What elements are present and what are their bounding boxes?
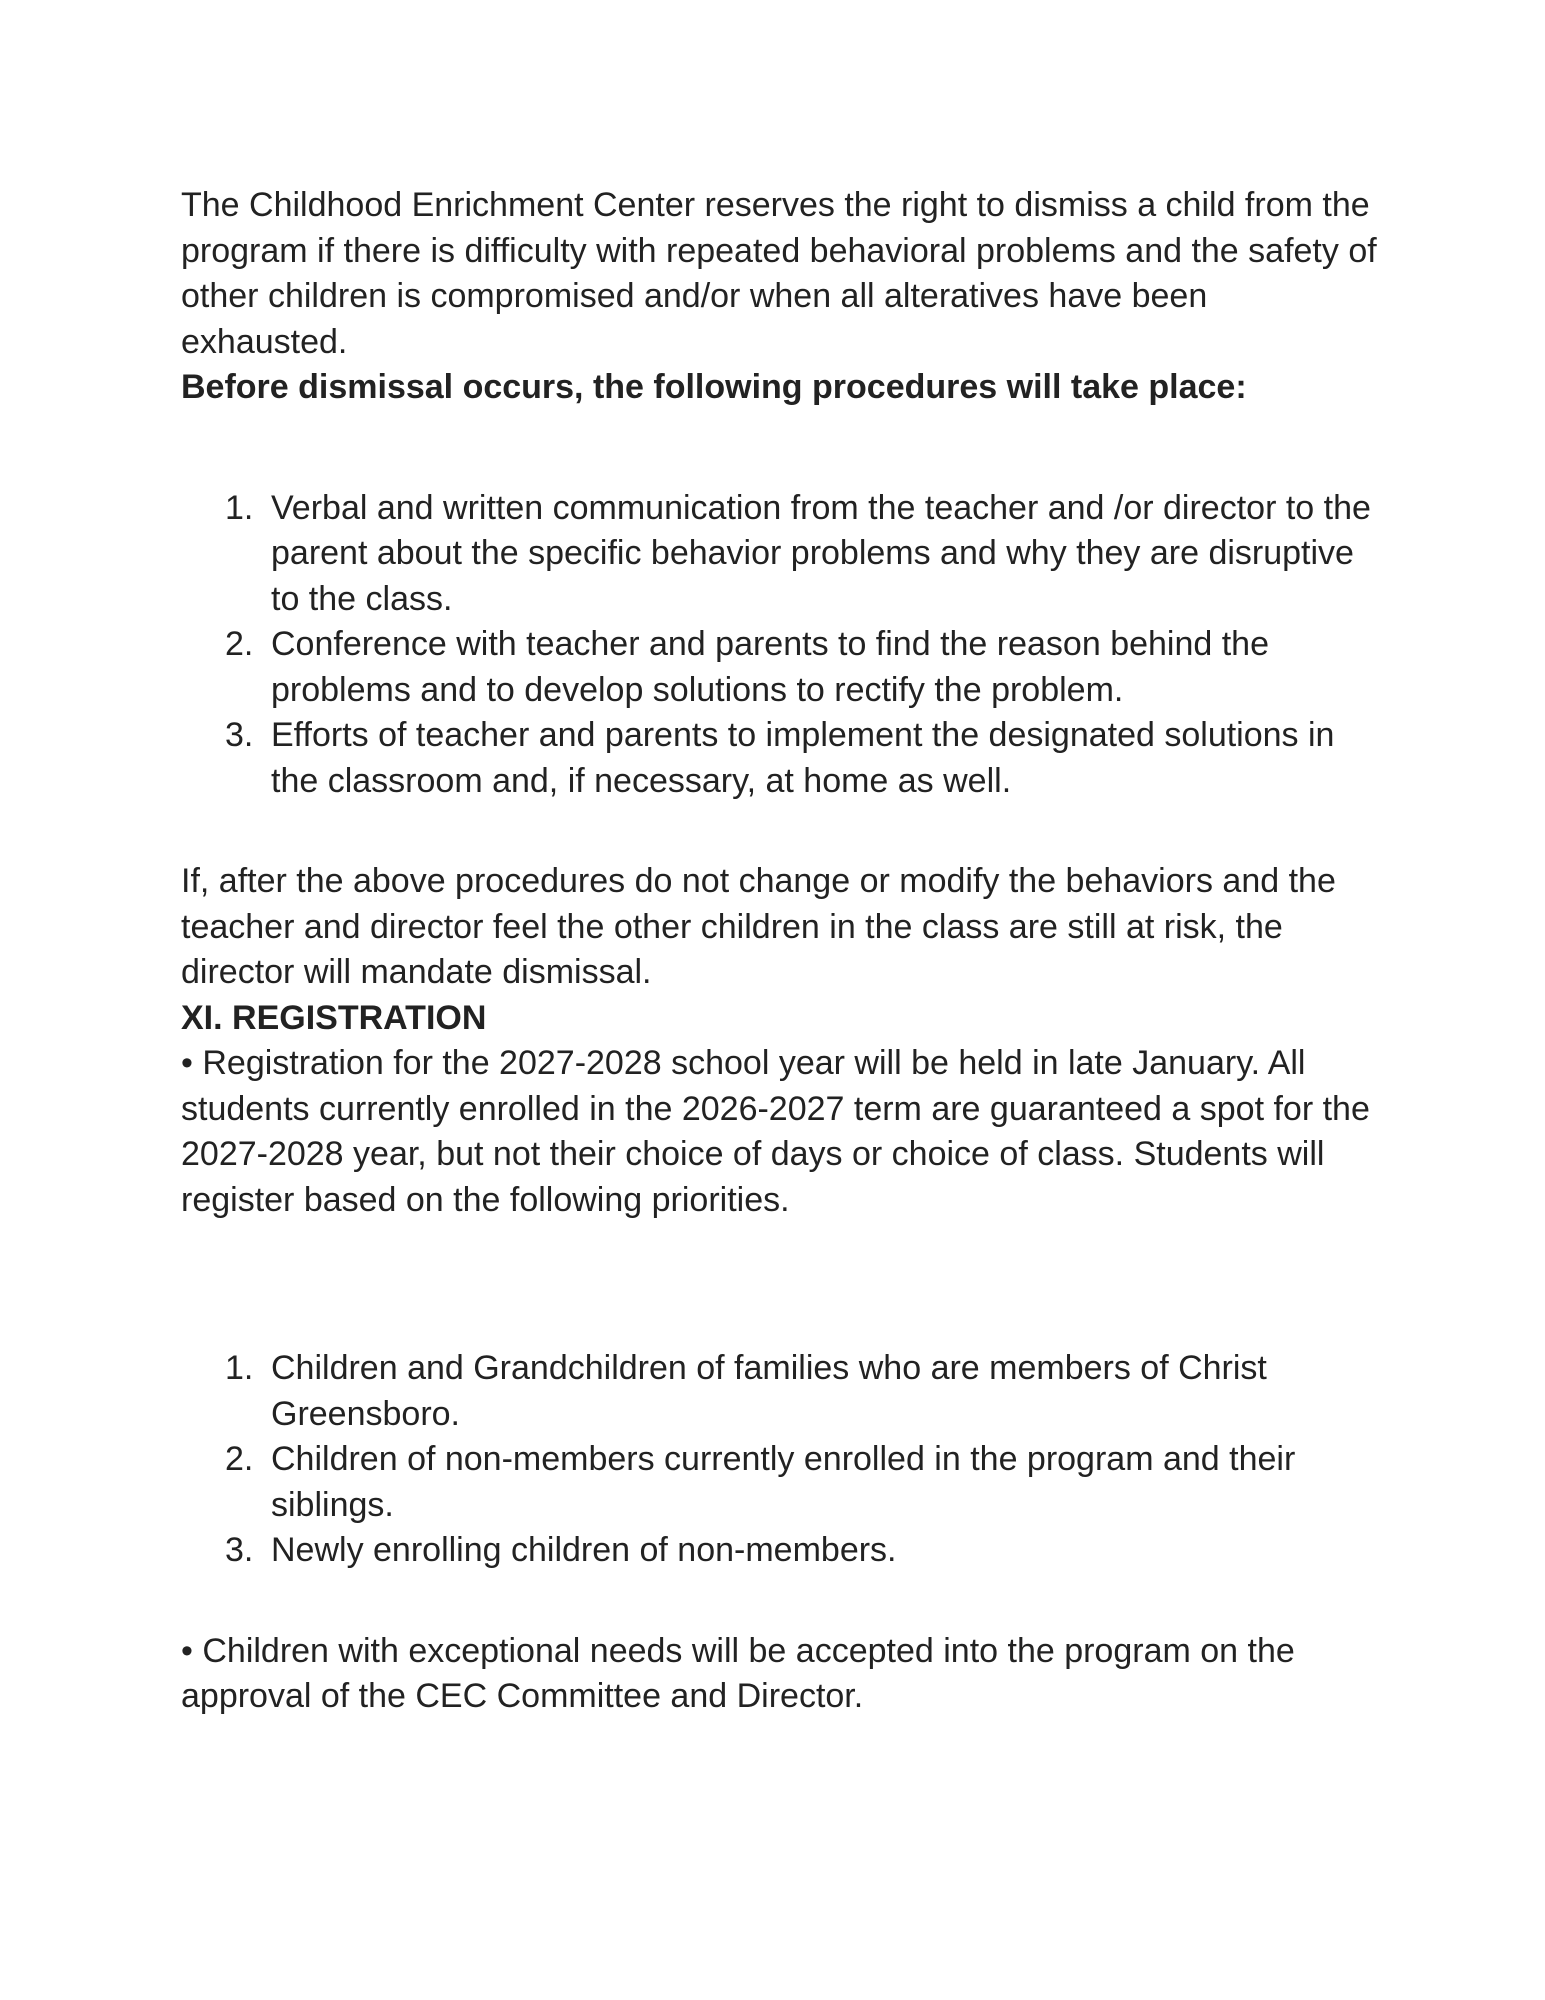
intro-paragraph: The Childhood Enrichment Center reserves the right to dismiss a child from the program if there is difficulty with repeated behavioral problems and the safety of other children is compromised and/or when all alteratives have been exhausted.: [181, 186, 1377, 361]
list-item: [181, 713, 1381, 804]
list-item-number: 1.: [225, 1349, 254, 1387]
procedures-heading: Before dismissal occurs, the following procedures will take place:: [181, 368, 1247, 406]
list-item-number: 2.: [225, 1440, 254, 1478]
list-item: [181, 1346, 1381, 1437]
after-procedures-paragraph: If, after the above procedures do not change or modify the behaviors and the teacher and director feel the other children in the class are still at risk, the director will mandate dismissal.: [181, 862, 1336, 991]
list-item-text: Conference with teacher and parents to find the reason behind the problems and to develop solutions to rectify the problem.: [271, 625, 1270, 709]
list-item: [181, 1437, 1381, 1528]
list-item-number: 3.: [225, 716, 254, 754]
list-item: [181, 1528, 1381, 1574]
list-item-number: 3.: [225, 1531, 254, 1569]
registration-heading: XI. REGISTRATION: [181, 998, 487, 1037]
list-item-text: Verbal and written communication from the teacher and /or director to the parent about the specific behavior problems and why they are disruptive to the class.: [271, 488, 1371, 618]
list-item-number: 1.: [225, 488, 254, 527]
list-item-text: Efforts of teacher and parents to implement the designated solutions in the classroom and, if necessary, at home as well.: [271, 716, 1335, 800]
list-item-text: Newly enrolling children of non-members.: [271, 1531, 897, 1569]
registration-paragraph: • Registration for the 2027-2028 school year will be held in late January. All students currently enrolled in the 2026-2027 term are guaranteed a spot for the 2027-2028 year, but not their choice of days or choice of class. Students will register based on the following priorities.: [181, 1044, 1370, 1219]
list-item-text: Children of non-members currently enrolled in the program and their siblings.: [271, 1440, 1296, 1524]
procedures-list: [181, 486, 1381, 805]
document-page: [181, 183, 1381, 1720]
list-item-number: 2.: [225, 625, 254, 663]
priorities-list: [181, 1346, 1381, 1574]
list-item: [181, 622, 1381, 713]
list-item-text: Children and Grandchildren of families who are members of Christ Greensboro.: [271, 1349, 1267, 1433]
list-item: [181, 486, 1381, 623]
exceptional-needs-paragraph: • Children with exceptional needs will be accepted into the program on the approval of the CEC Committee and Director.: [181, 1631, 1295, 1715]
